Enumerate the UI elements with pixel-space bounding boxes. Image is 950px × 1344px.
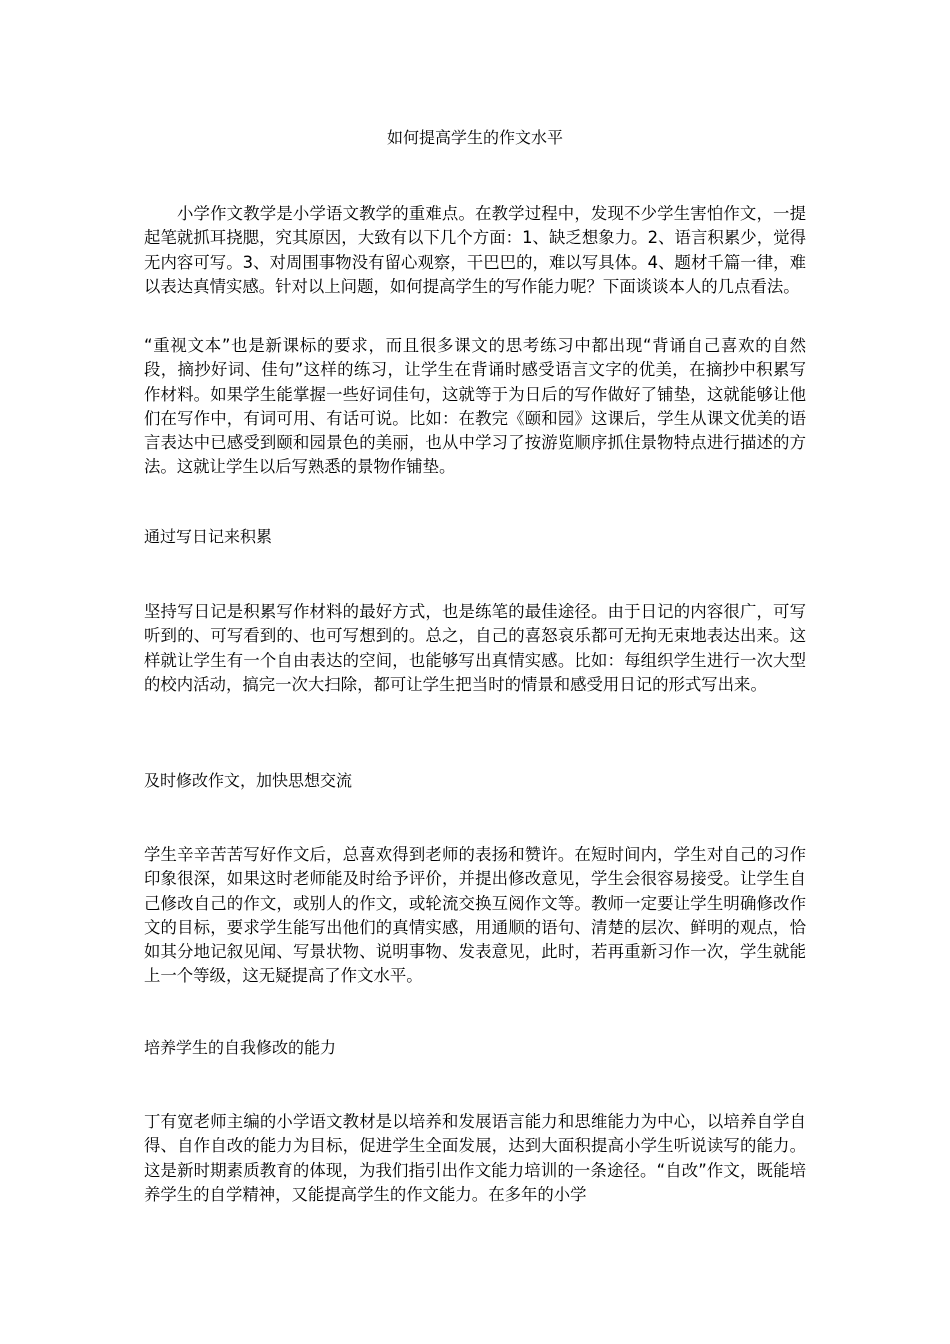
paragraph-self-revision: 丁有宽老师主编的小学语文教材是以培养和发展语言能力和思维能力为中心，以培养自学自得、自作自改的能力为目标，促进学生全面发展，达到大面积提高小学生听说读写的能力。这是新时期素质教育的体现，为我们指引出作文能力培训的一条途径。“自改”作文，既能培养学生的自学精神，又能提高学生的作文能力。在多年的小学 xyxy=(144,1112,806,1204)
paragraph-diary: 坚持写日记是积累写作材料的最好方式，也是练笔的最佳途径。由于日记的内容很广，可写听到的、可写看到的、也可写想到的。总之，自己的喜怒哀乐都可无拘无束地表达出来。这样就让学生有一个自由表达的空间，也能够写出真情实感。比如：每组织学生进行一次大型的校内活动，搞完一次大扫除，都可让学生把当时的情景和感受用日记的形式写出来。 xyxy=(144,602,806,694)
section-heading-revision: 及时修改作文，加快思想交流 xyxy=(144,771,353,790)
paragraph-revision: 学生辛辛苦苦写好作文后，总喜欢得到老师的表扬和赞许。在短时间内，学生对自己的习作印象很深，如果这时老师能及时给予评价，并提出修改意见，学生会很容易接受。让学生自己修改自己的作文，或别人的作文，或轮流交换互阅作文等。教师一定要让学生明确修改作文的目标，要求学生能写出他们的真情实感，用通顺的语句、清楚的层次、鲜明的观点，恰如其分地记叙见闻、写景状物、说明事物、发表意见，此时，若再重新习作一次，学生就能上一个等级，这无疑提高了作文水平。 xyxy=(144,845,806,986)
document-title: 如何提高学生的作文水平 xyxy=(386,128,563,147)
section-heading-self-revision: 培养学生的自我修改的能力 xyxy=(144,1038,337,1057)
intro-paragraph: 小学作文教学是小学语文教学的重难点。在教学过程中，发现不少学生害怕作文，一提起笔就抓耳挠腮，究其原因，大致有以下几个方面：1、缺乏想象力。2、语言积累少，觉得无内容可写。3、对周围事物没有留心观察，干巴巴的，难以写具体。4、题材千篇一律，难以表达真情实感。针对以上问题，如何提高学生的写作能力呢？下面谈谈本人的几点看法。 xyxy=(144,204,806,296)
section-heading-diary: 通过写日记来积累 xyxy=(144,527,273,546)
paragraph-text-emphasis: “重视文本”也是新课标的要求，而且很多课文的思考练习中都出现“背诵自己喜欢的自然段，摘抄好词、佳句”这样的练习，让学生在背诵时感受语言文字的优美，在摘抄中积累写作材料。如果学生能掌握一些好词佳句，这就等于为日后的写作做好了铺垫，这就能够让他们在写作中，有词可用、有话可说。比如：在教完《颐和园》这课后，学生从课文优美的语言表达中已感受到颐和园景色的美丽，也从中学习了按游览顺序抓住景物特点进行描述的方法。这就让学生以后写熟悉的景物作铺垫。 xyxy=(144,336,806,477)
